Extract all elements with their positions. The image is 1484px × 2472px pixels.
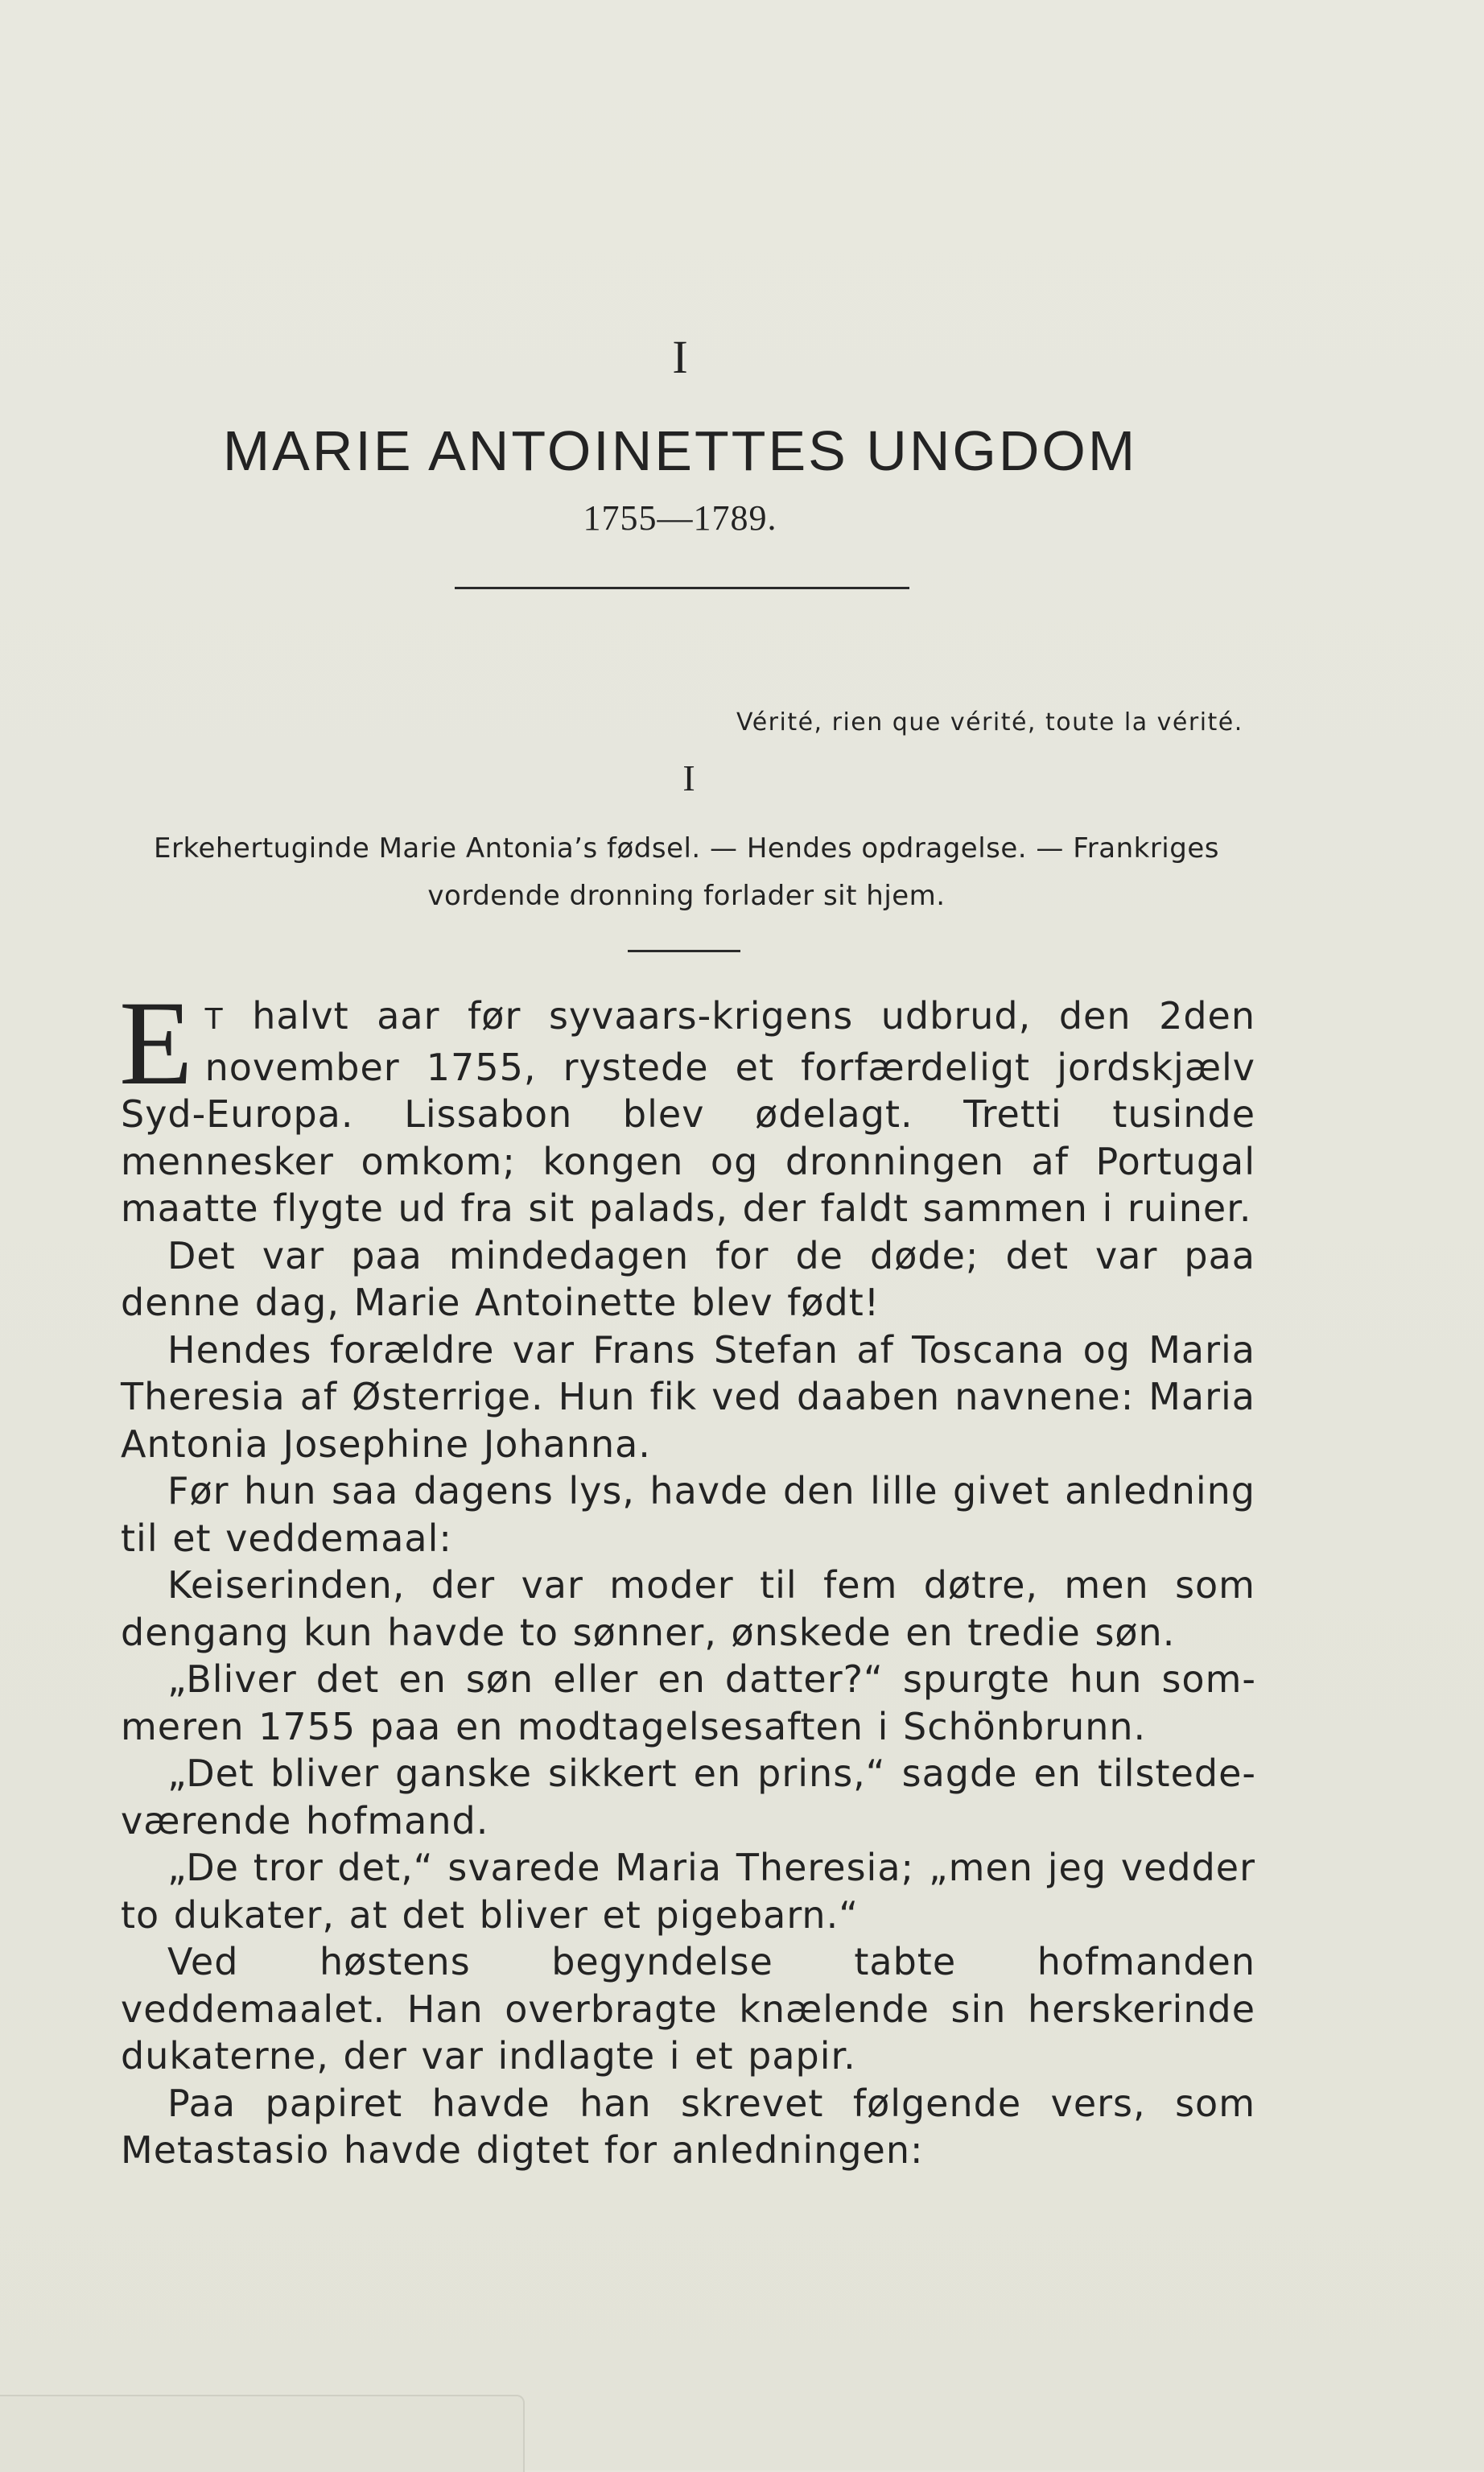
- paragraph-1: [119, 976, 1255, 1232]
- body-text: [119, 976, 1255, 2174]
- paragraph-7: „Det bliver ganske sikkert en prins,“ sagde en tilstedeværende hofmand.: [121, 1752, 1255, 1843]
- chapter-years: 1755—1789.: [583, 498, 777, 538]
- paragraph-8: „De tror det,“ svarede Maria Theresia; „men jeg vedder to dukater, at det bliver et pigebarn.“: [121, 1846, 1255, 1937]
- section-summary: [119, 825, 1254, 920]
- chapter-title: MARIE ANTOINETTES UNGDOM: [222, 419, 1138, 482]
- paragraph-4: Før hun saa dagens lys, havde den lille givet anledning til et veddemaal:: [121, 1469, 1255, 1560]
- section-numeral: I: [682, 757, 695, 799]
- section-summary-line-2: vordende dronning forlader sit hjem.: [427, 880, 946, 912]
- paragraph-9: Ved høstens begyndelse tabte hofmanden veddemaalet. Han overbragte knælende sin herskerinde dukaterne, der var indlagte i et papir.: [121, 1940, 1255, 2078]
- paragraph-2: Det var paa mindedagen for de døde; det var paa denne dag, Marie Antoinette blev født!: [121, 1233, 1255, 1324]
- paragraph-3: Hendes forældre var Frans Stefan af Toscana og Maria Theresia af Østerrige. Hun fik ved daaben navnene: Maria Antonia Josephine Johanna.: [121, 1327, 1255, 1466]
- paragraph-1-text: halvt aar før syvaars-krigens udbrud, den 2den november 1755, rystede et forfærdeligt jordskjælv Syd-Europa. Lissabon blev ødelagt. Tretti tusinde mennesker omkom; kongen og dronningen af Portugal maatte flygte ud fra sit palads, der faldt sammen i ruiner.: [121, 994, 1255, 1230]
- chapter-numeral: I: [672, 331, 688, 383]
- chapter-divider-rule: [455, 587, 909, 589]
- small-cap: T: [204, 1003, 225, 1036]
- paragraph-5: Keiserinden, der var moder til fem døtre, men som dengang kun havde to sønner, ønskede en tredie søn.: [121, 1563, 1255, 1654]
- drop-cap: E: [119, 976, 194, 1110]
- underlying-page-edge: [0, 2395, 525, 2472]
- epigraph: Vérité, rien que vérité, toute la vérité.: [736, 708, 1243, 737]
- paragraph-10: Paa papiret havde han skrevet følgende vers, som Metastasio havde digtet for anledningen:: [121, 2081, 1255, 2172]
- section-divider-rule: [628, 950, 740, 952]
- section-summary-line-1: Erkehertuginde Marie Antonia’s fødsel. — Hendes opdragelse. — Frankriges: [154, 832, 1219, 865]
- paragraph-6: „Bliver det en søn eller en datter?“ spurgte hun sommeren 1755 paa en modtagelsesaften i Schönbrunn.: [121, 1657, 1255, 1748]
